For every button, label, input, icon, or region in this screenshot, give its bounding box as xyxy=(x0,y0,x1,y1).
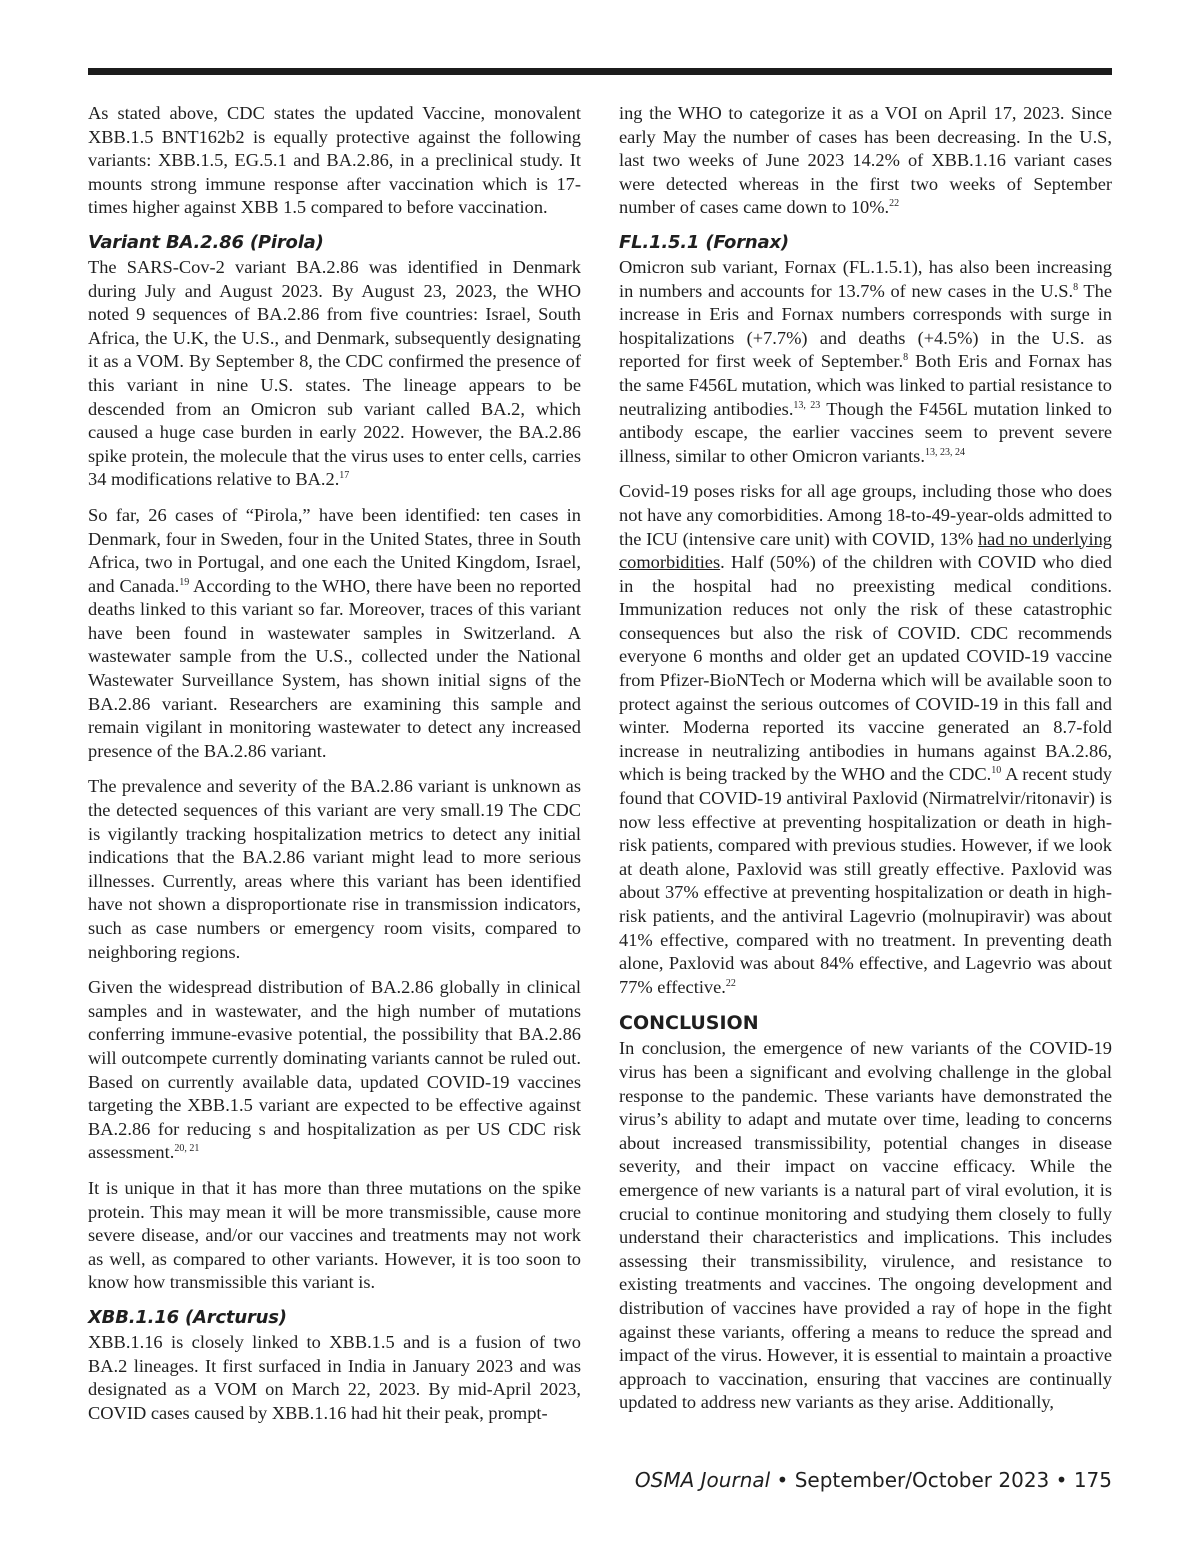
paragraph-text: Though the F456L mutation linked to antibody escape, the earlier vaccines seem to prevent severe illness, similar to other Omicron variants. xyxy=(619,398,1113,466)
top-rule xyxy=(88,68,1112,75)
heading-fornax: FL.1.5.1 (Fornax) xyxy=(619,231,789,253)
paragraph-pirola-prevalence: The prevalence and severity of the BA.2.86 variant is unknown as the detected sequences of this variant are very small.19 The CDC is vigilantly tracking hospitalization metrics to detect any initial indications that the BA.2.86 variant might lead to more serious illnesses. Currently, areas where this variant has been identified have not shown a disproportionate rise in transmission indicators, such as case numbers or emergency room visits, compared to neighboring regions. xyxy=(88,776,581,962)
footer-separator: • xyxy=(1049,1468,1074,1492)
paragraph-arcturus: XBB.1.16 is closely linked to XBB.1.5 and is a fusion of two BA.2 lineages. It first surfaced in India in January 2023 and was designated as a VOM on March 22, 2023. By mid-April 2023, COVID cases caused by XBB.1.16 had hit their peak, prompt- xyxy=(88,1331,581,1423)
paragraph-text: So far, 26 cases of “Pirola,” have been identified: ten cases in Denmark, four in Sweden, four in the United States, three in South Africa, two in Portugal, and one each the United Kingdom, Israel, and Canada. xyxy=(88,504,581,596)
paragraph-text: Both Eris and Fornax has the same F456L mutation, which was linked to partial resistance to neutralizing antibodies. xyxy=(619,351,1112,419)
citation: 13, 23 xyxy=(793,399,821,411)
paragraph-text: Covid-19 poses risks for all age groups, including those who does not have any comorbidities. Among 18-to-49-year-olds admitted to the ICU (intensive care unit) with COVID, 13% xyxy=(619,481,1113,549)
paragraph-fornax xyxy=(619,256,1112,468)
paragraph-pirola-mutations: It is unique in that it has more than three mutations on the spike protein. This may mean it will be more transmissible, cause more severe disease, and/or our vaccines and treatments may not work as well, as compared to other variants. However, it is too soon to know how transmissible this variant is. xyxy=(88,1177,581,1293)
paragraph-text: The increase in Eris and Fornax numbers corresponds with surge in hospitalizations (+7.7%) and deaths (+4.5%) in the U.S. as reported for first week of September. xyxy=(619,280,1113,372)
paragraph-text: According to the WHO, there have been no reported deaths linked to this variant so far. Moreover, traces of this variant have been found in wastewater samples in Switzerland. A wastewater sample from the U.S., collected under the National Wastewater Surveillance System, has shown initial signs of the BA.2.86 variant. Researchers are examining this sample and remain vigilant in monitoring wastewater to detect any increased presence of the BA.2.86 variant. xyxy=(88,575,581,761)
citation: 19 xyxy=(179,576,190,588)
citation: 22 xyxy=(889,198,900,210)
citation: 20, 21 xyxy=(174,1143,200,1155)
left-column xyxy=(88,102,581,1437)
paragraph-text: A recent study found that COVID-19 antiviral Paxlovid (Nirmatrelvir/ritonavir) is now less effective at preventing hospitalization or death in high-risk patients, compared with previous studies. However, if we look at death alone, Paxlovid was still greatly effective. Paxlovid was about 37% effective at preventing hospitalization or death in high-risk patients, and the antiviral Lagevrio (molnupiravir) was about 41% effective, compared with no treatment. In preventing death alone, Paxlovid was about 84% effective, and Lagevrio was about 77% effective. xyxy=(619,764,1112,997)
citation: 13, 23, 24 xyxy=(924,446,965,458)
paragraph-conclusion: In conclusion, the emergence of new variants of the COVID-19 virus has been a significant and evolving challenge in the global response to the pandemic. These variants have demonstrated the virus’s ability to adapt and mutate over time, leading to concerns about increased transmissibility, potential changes in disease severity, and their impact on vaccine efficacy. While the emergence of new variants is a natural part of viral evolution, it is crucial to continue monitoring and studying them closely to fully understand their characteristics and implications. This includes assessing their transmissibility, virulence, and resistance to existing treatments and vaccines. The ongoing development and distribution of vaccines have provided a ray of hope in the fight against these variants, offering a means to reduce the spread and impact of the virus. However, it is essential to maintain a proactive approach to vaccination, ensuring that vaccines are continually updated to address new variants as they arise. Additionally, xyxy=(619,1038,1112,1413)
footer-separator: • xyxy=(770,1468,795,1492)
heading-conclusion: CONCLUSION xyxy=(619,1012,759,1035)
paragraph-arcturus-continued xyxy=(619,102,1112,220)
citation: 8 xyxy=(1073,281,1079,293)
paragraph-text: ing the WHO to categorize it as a VOI on April 17, 2023. Since early May the number of cases has been decreasing. In the U.S, last two weeks of June 2023 14.2% of XBB.1.16 variant cases were detected whereas in the first two weeks of September number of cases came down to 10%. xyxy=(619,103,1112,218)
issue-date: September/October 2023 xyxy=(794,1468,1050,1492)
heading-arcturus: XBB.1.16 (Arcturus) xyxy=(88,1306,287,1328)
right-column xyxy=(619,102,1112,1427)
paragraph-pirola-cases xyxy=(88,504,581,764)
paragraph-text: Omicron sub variant, Fornax (FL.1.5.1), has also been increasing in numbers and accounts for 13.7% of new cases in the U.S. xyxy=(619,256,1112,301)
paragraph-risks xyxy=(619,480,1112,999)
heading-pirola: Variant BA.2.86 (Pirola) xyxy=(88,231,324,253)
citation: 10 xyxy=(991,765,1002,777)
paragraph-text: . Half (50%) of the children with COVID who died in the hospital had no preexisting medical conditions. Immunization reduces not only the risk of these catastrophic consequences but also the risk of COVID. CDC recommends everyone 6 months and older get an updated COVID-19 vaccine from Pfizer-BioNTech or Moderna which will be available soon to protect against the serious outcomes of COVID-19 in this fall and winter. Moderna reported its vaccine generated an 8.7-fold increase in neutralizing antibodies in humans against BA.2.86, which is being tracked by the WHO and the CDC. xyxy=(619,552,1112,785)
paragraph-pirola-identification xyxy=(88,256,581,492)
citation: 17 xyxy=(339,470,350,482)
citation: 8 xyxy=(903,352,909,364)
paragraph-text: Given the widespread distribution of BA.2.86 globally in clinical samples and in wastewater, and the high number of mutations conferring immune-evasive potential, the possibility that BA.2.86 will outcompete currently dominating variants cannot be ruled out. Based on currently available data, updated COVID-19 vaccines targeting the XBB.1.5 variant are expected to be effective against BA.2.86 for reducing s and hospitalization as per US CDC risk assessment. xyxy=(88,977,581,1163)
page-number: 175 xyxy=(1073,1468,1112,1492)
citation: 22 xyxy=(725,977,736,989)
paragraph-vaccine-intro: As stated above, CDC states the updated Vaccine, monovalent XBB.1.5 BNT162b2 is equally protective against the following variants: XBB.1.5, EG.5.1 and BA.2.86, in a preclinical study. It mounts strong immune response after vaccination which is 17-times higher against XBB 1.5 compared to before vaccination. xyxy=(88,103,581,218)
comorbidities-link[interactable]: had no underlying comorbidities xyxy=(619,528,1112,573)
paragraph-pirola-vaccines xyxy=(88,976,581,1165)
page-footer xyxy=(635,1468,1112,1492)
paragraph-text: The SARS-Cov-2 variant BA.2.86 was identified in Denmark during July and August 2023. By August 23, 2023, the WHO noted 9 sequences of BA.2.86 from five countries: Israel, South Africa, the U.K, the U.S., and Denmark, subsequently designating it as a VOM. By September 8, the CDC confirmed the presence of this variant in nine U.S. states. The lineage appears to be descended from an Omicron sub variant called BA.2, which caused a huge case burden in early 2022. However, the BA.2.86 spike protein, the molecule that the virus uses to enter cells, carries 34 modifications relative to BA.2. xyxy=(88,256,581,490)
journal-name: OSMA Journal xyxy=(634,1468,771,1492)
